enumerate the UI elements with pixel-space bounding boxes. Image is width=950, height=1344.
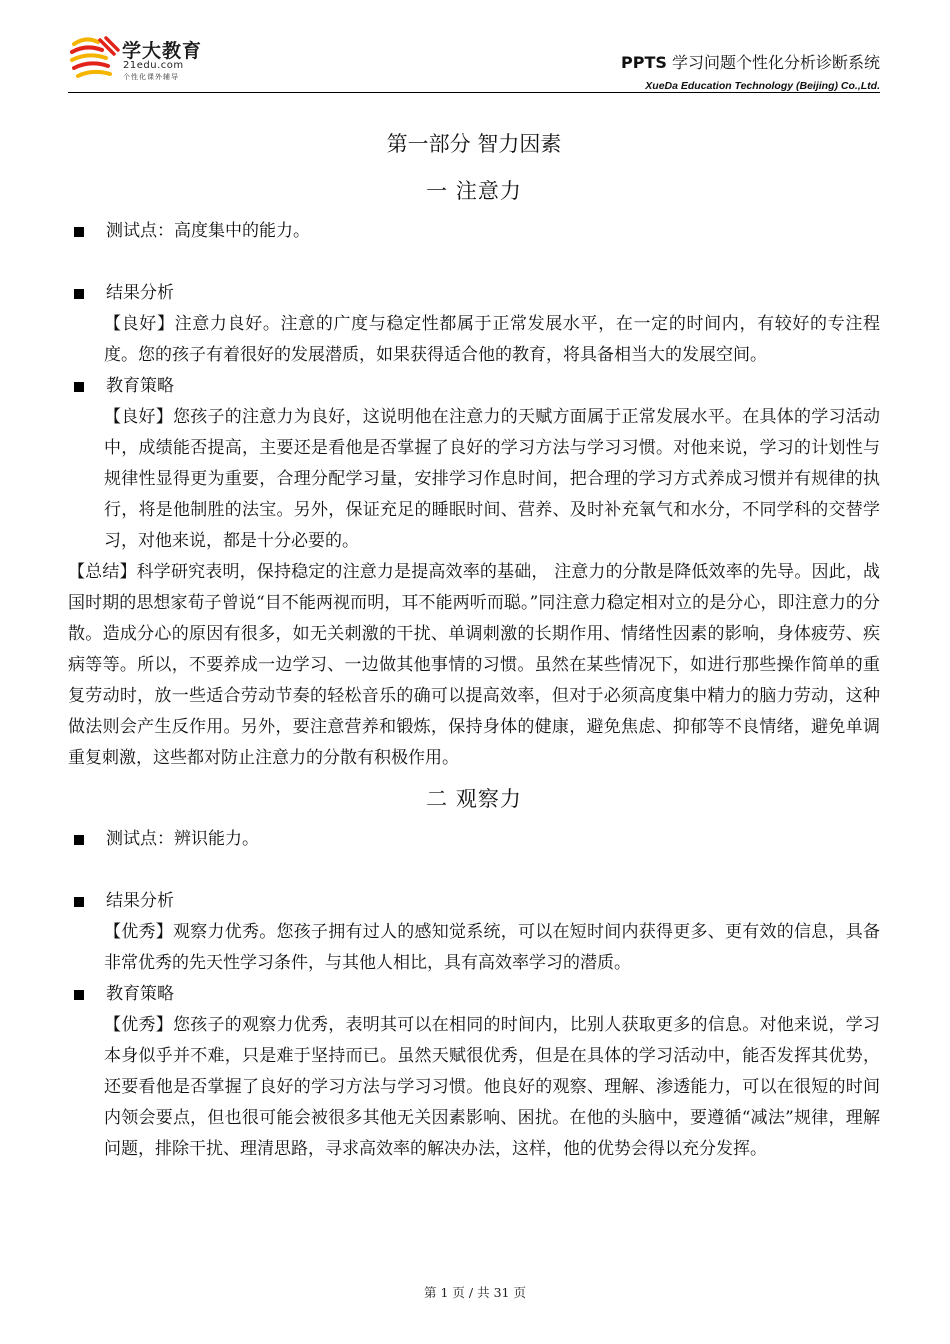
strategy-paragraph: 【优秀】您孩子的观察力优秀，表明其可以在相同的时间内，比别人获取更多的信息。对他来说，学习本身似乎并不难，只是难于坚持而已。虽然天赋很优秀，但是在具体的学习活动中，能否发挥其优势，还要看他是否掌握了良好的学习方法与学习习惯。他良好的观察、理解、渗透能力，可以在很短的时间内领会要点，但也很可能会被很多其他无关因素影响、困扰。在他的头脑中，要遵循“减法”规律，理解问题，排除干扰、理清思路，寻求高效率的解决办法，这样，他的优势会得以充分发挥。 [104, 1015, 880, 1159]
summary-paragraph: 【总结】科学研究表明，保持稳定的注意力是提高效率的基础， 注意力的分散是降低效率的先导。因此，战国时期的思想家荀子曾说“目不能两视而明，耳不能两听而聪。”同注意力稳定相对立的是分心，即注意力的分散。造成分心的原因有很多，如无关刺激的干扰、单调刺激的长期作用、情绪性因素的影响，身体疲劳、疾病等等。所以，不要养成一边学习、一边做其他事情的习惯。虽然在某些情况下，如进行那些操作简单的重复劳动时，放一些适合劳动节奏的轻松音乐的确可以提高效率，但对于必须高度集中精力的脑力劳动，这种做法则会产生反作用。另外，要注意营养和锻炼，保持身体的健康，避免焦虑、抑郁等不良情绪，避免单调重复刺激，这些都对防止注意力的分散有积极作用。 [68, 562, 880, 768]
result-label: 结果分析 [106, 891, 174, 911]
bullet-item [68, 979, 880, 1010]
square-bullet-icon [74, 227, 84, 237]
bullet-item [68, 886, 880, 917]
strategy-label: 教育策略 [106, 984, 174, 1004]
xueda-logo [68, 34, 208, 84]
square-bullet-icon [74, 835, 84, 845]
result-paragraph: 【良好】注意力良好。注意的广度与稳定性都属于正常发展水平，在一定的时间内，有较好的专注程度。您的孩子有着很好的发展潜质，如果获得适合他的教育，将具备相当大的发展空间。 [104, 314, 880, 365]
bullet-item [68, 278, 880, 309]
test-point: 测试点：高度集中的能力。 [106, 221, 310, 241]
spacer [68, 855, 880, 886]
section-title: 一 注意力 [426, 179, 522, 203]
bullet-item [68, 216, 880, 247]
header-divider [68, 92, 880, 93]
company-name: XueDa Education Technology (Beijing) Co.,Ltd. [645, 80, 880, 92]
bullet-item [68, 824, 880, 855]
square-bullet-icon [74, 289, 84, 299]
system-title-rest: 学习问题个性化分析诊断系统 [666, 53, 880, 72]
system-title-prefix: PPTS [621, 53, 667, 72]
spacer [68, 247, 880, 278]
system-title [621, 50, 880, 73]
logo-chinese-name: 学大教育 [122, 40, 203, 62]
page-header [68, 30, 880, 92]
xueda-logo-icon [68, 34, 120, 84]
section-title: 二 观察力 [426, 787, 522, 811]
document-body [68, 122, 880, 1165]
part-title: 第一部分 智力因素 [386, 132, 562, 156]
square-bullet-icon [74, 990, 84, 1000]
result-label: 结果分析 [106, 283, 174, 303]
bullet-item [68, 371, 880, 402]
test-point: 测试点：辨识能力。 [106, 829, 259, 849]
square-bullet-icon [74, 382, 84, 392]
page-footer: 第 1 页 / 共 31 页 [424, 1285, 526, 1300]
strategy-paragraph: 【良好】您孩子的注意力为良好，这说明他在注意力的天赋方面属于正常发展水平。在具体的学习活动中，成绩能否提高，主要还是看他是否掌握了良好的学习方法与学习习惯。对他来说，学习的计划性与规律性显得更为重要，合理分配学习量，安排学习作息时间，把合理的学习方式养成习惯并有规律的执行，将是他制胜的法宝。另外，保证充足的睡眠时间、营养、及时补充氧气和水分，不同学科的交替学习，对他来说，都是十分必要的。 [104, 407, 880, 551]
logo-slogan: 个性化课外辅导 [123, 73, 179, 81]
strategy-label: 教育策略 [106, 376, 174, 396]
square-bullet-icon [74, 897, 84, 907]
logo-url: 21edu.com [123, 60, 184, 71]
result-paragraph: 【优秀】观察力优秀。您孩子拥有过人的感知觉系统，可以在短时间内获得更多、更有效的信息，具备非常优秀的先天性学习条件，与其他人相比，具有高效率学习的潜质。 [104, 922, 880, 973]
